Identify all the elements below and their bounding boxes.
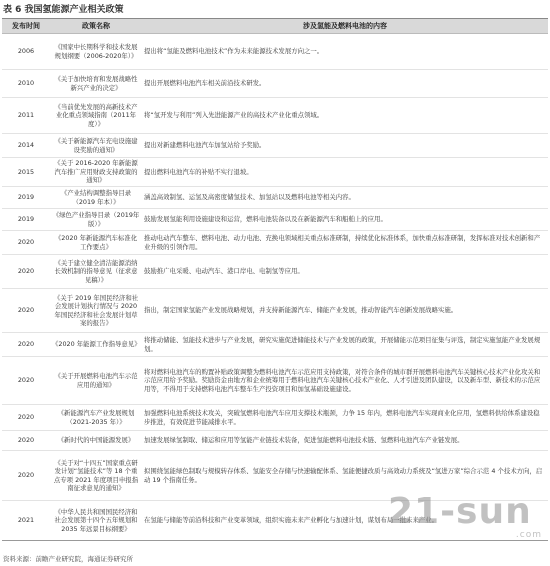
cell-content: 提出将“氢能及燃料电池技术”作为未来能源技术发展方向之一。 [142, 34, 548, 70]
cell-year: 2020 [2, 333, 50, 357]
cell-content: 提出对新建燃料电池汽车加氢站给予奖励。 [142, 134, 548, 158]
cell-policy-name: 《关于建立健全清洁能源消纳长效机制的指导意见（征求意见稿）》 [50, 255, 142, 289]
cell-policy-name: 《国家中长期科学和技术发展规划纲要（2006-2020年）》 [50, 34, 142, 70]
header-content: 涉及氢能及燃料电池的内容 [142, 19, 548, 34]
cell-content: 提出开展燃料电池汽车相关前沿技术研发。 [142, 70, 548, 98]
cell-content: 将“氢开发与利用”列入先进能源产业的高技术产业化重点领域。 [142, 98, 548, 134]
cell-content: 将推动储能、氢能技术进步与产业发展，研究实施促进储能技术与产业发展的政策，开展储能示范项目征集与评选，制定实施氢能产业发展规划。 [142, 333, 548, 357]
cell-content: 在氢能与储能等前沿科技和产业变革领域，组织实施未来产业孵化与加速计划，谋划布局一批未来产业。 [142, 501, 548, 541]
cell-content: 鼓励发展氢能利用设施建设和运营，燃料电池装备以及在新能源汽车和船舶上的应用。 [142, 209, 548, 231]
cell-year: 2020 [2, 405, 50, 431]
source-note: 资料来源：前瞻产业研究院，海通证券研究所 [3, 555, 133, 563]
table-header-row [2, 19, 548, 34]
cell-content: 加强燃料电池系统技术攻关，突破氢燃料电池汽车应用支撑技术瓶颈，力争 15 年内，燃料电池汽车实现商业化应用，氢燃料供给体系建设稳步推进，有效促进节能减排水平。 [142, 405, 548, 431]
table-row [2, 158, 548, 187]
cell-policy-name: 《新时代的中国能源发展》 [50, 431, 142, 451]
cell-policy-name: 《中华人民共和国国民经济和社会发展第十四个五年规划和 2035 年远景目标纲要》 [50, 501, 142, 541]
cell-policy-name: 《关于 2019 年国民经济和社会发展计划执行情况与 2020 年国民经济和社会发展计划草案的报告》 [50, 289, 142, 333]
cell-year: 2020 [2, 357, 50, 405]
cell-year: 2015 [2, 158, 50, 187]
cell-year: 2020 [2, 289, 50, 333]
cell-policy-name: 《关于新能源汽车充电设施建设奖励的通知》 [50, 134, 142, 158]
header-policy-name: 政策名称 [50, 19, 142, 34]
cell-content: 拟围绕氢能绿色制取与规模转存体系、氢能安全存储与快速输配体系、氢能便捷改质与高效动力系统及“氢进万家”综合示范 4 个技术方向，启动 19 个指南任务。 [142, 451, 548, 501]
table-row [2, 289, 548, 333]
cell-year: 2019 [2, 187, 50, 209]
cell-content: 将对燃料电池汽车的购置补贴政策调整为燃料电池汽车示范应用支持政策，对符合条件的城市群开展燃料电池汽车关键核心技术产业化攻关和示范应用给予奖励。奖励资金由地方和企业统筹用于燃料电池汽车关键核心技术产业化、人才引进及团队建设，以及新车型、新技术的示范应用等，不得用于支持燃料电池汽车整车生产投资项目和加氢基础设施建设。 [142, 357, 548, 405]
cell-content: 涵盖高效制氢、运氢及高密度储氢技术、加氢站以及燃料电池等相关内容。 [142, 187, 548, 209]
cell-year: 2006 [2, 34, 50, 70]
cell-policy-name: 《关于加快培育和发展战略性新兴产业的决定》 [50, 70, 142, 98]
cell-content: 提出燃料电池汽车的补贴不实行退坡。 [142, 158, 548, 187]
table-row [2, 451, 548, 501]
table-row [2, 70, 548, 98]
table-row [2, 187, 548, 209]
cell-year: 2020 [2, 451, 50, 501]
cell-policy-name: 《产业结构调整指导目录（2019 年本）》 [50, 187, 142, 209]
policy-table [2, 18, 548, 541]
table-row [2, 405, 548, 431]
cell-content: 鼓励推广电采暖、电动汽车、港口岸电、电制氢等应用。 [142, 255, 548, 289]
cell-year: 2019 [2, 209, 50, 231]
table-row [2, 255, 548, 289]
cell-year: 2010 [2, 70, 50, 98]
cell-year: 2021 [2, 501, 50, 541]
cell-policy-name: 《新能源汽车产业发展规划（2021-2035 年）》 [50, 405, 142, 431]
cell-policy-name: 《绿色产业指导目录（2019年版）》 [50, 209, 142, 231]
table-row [2, 34, 548, 70]
cell-year: 2011 [2, 98, 50, 134]
cell-content: 推动电动汽车整车、燃料电池、动力电池、充换电领域相关重点标准研制，持续优化标准体系，加快重点标准研制，发挥标准对技术创新和产业升级的引领作用。 [142, 231, 548, 255]
cell-policy-name: 《2020 年能源工作指导意见》 [50, 333, 142, 357]
header-year: 发布时间 [2, 19, 50, 34]
table-row [2, 209, 548, 231]
table-row [2, 231, 548, 255]
cell-content: 加速发展绿氢制取、储运和应用等氢能产业链技术装备，促进氢能燃料电池技术链、氢燃料电池汽车产业链发展。 [142, 431, 548, 451]
cell-content: 指出，制定国家氢能产业发展战略规划，并支持新能源汽车、储能产业发展，推动智能汽车创新发展战略实施。 [142, 289, 548, 333]
table-row [2, 357, 548, 405]
watermark-sub: .com [515, 530, 542, 540]
cell-policy-name: 《关于 2016-2020 年新能源汽车推广应用财政支持政策的通知》 [50, 158, 142, 187]
cell-policy-name: 《关于对“十四五”国家重点研发计划“氢能技术”等 18 个重点专项 2021 年度项目申报指南征求意见的通知》 [50, 451, 142, 501]
cell-policy-name: 《2020 年新能源汽车标准化工作要点》 [50, 231, 142, 255]
cell-policy-name: 《当前优先发展的高新技术产业化重点领域指南（2011年度）》 [50, 98, 142, 134]
cell-year: 2014 [2, 134, 50, 158]
watermark-main: 21-sun [388, 491, 532, 532]
table-row [2, 333, 548, 357]
table-row [2, 98, 548, 134]
cell-year: 2020 [2, 255, 50, 289]
cell-year: 2020 [2, 431, 50, 451]
table-row [2, 431, 548, 451]
cell-year: 2020 [2, 231, 50, 255]
table-row [2, 134, 548, 158]
table-row [2, 501, 548, 541]
table-title: 表 6 我国氢能源产业相关政策 [3, 5, 124, 15]
cell-policy-name: 《关于开展燃料电池汽车示范应用的通知》 [50, 357, 142, 405]
